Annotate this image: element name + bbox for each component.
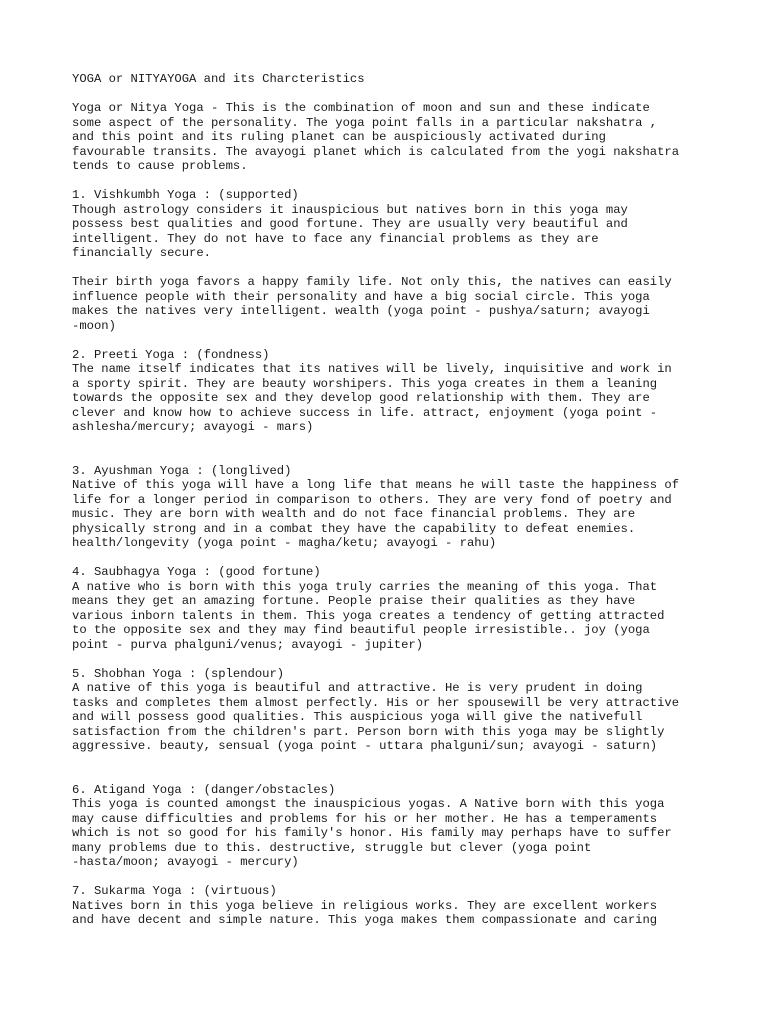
section-atigand-yoga bbox=[72, 783, 712, 870]
text-line: influence people with their personality and have a big social circle. This yoga bbox=[72, 289, 650, 304]
text-line: A native who is born with this yoga truly carries the meaning of this yoga. That bbox=[72, 579, 658, 594]
document-page bbox=[72, 72, 712, 928]
text-line: makes the natives very intelligent. wealth (yoga point - pushya/saturn; avayogi bbox=[72, 304, 650, 318]
section-heading: 4. Saubhagya Yoga : (good fortune) bbox=[72, 565, 321, 579]
text-line: point - purva phalguni/venus; avayogi - jupiter) bbox=[72, 637, 424, 652]
text-line: This yoga is counted amongst the inauspicious yogas. A Native born with this yoga bbox=[72, 797, 665, 811]
text-line: The name itself indicates that its natives will be lively, inquisitive and work in bbox=[72, 362, 672, 376]
text-line: Native of this yoga will have a long life that means he will taste the happiness of bbox=[72, 478, 680, 492]
text-line: Though astrology considers it inauspicious but natives born in this yoga may bbox=[72, 202, 628, 217]
text-line: A native of this yoga is beautiful and attractive. He is very prudent in doing bbox=[72, 681, 643, 695]
document-title: YOGA or NITYAYOGA and its Charcteristics bbox=[72, 72, 365, 86]
section-saubhagya-yoga bbox=[72, 565, 712, 652]
text-line: some aspect of the personality. The yoga point falls in a particular nakshatra , bbox=[72, 115, 658, 130]
text-line: Their birth yoga favors a happy family life. Not only this, the natives can easily bbox=[72, 275, 672, 289]
text-line: and this point and its ruling planet can be auspiciously activated during bbox=[72, 130, 606, 144]
text-line: intelligent. They do not have to face any financial problems as they are bbox=[72, 231, 599, 246]
text-line: tasks and completes them almost perfectly. His or her spousewill be very attractive bbox=[72, 695, 680, 710]
text-line: clever and know how to achieve success in life. attract, enjoyment (yoga point - bbox=[72, 405, 658, 420]
text-line: means they get an amazing fortune. People praise their qualities as they have bbox=[72, 594, 636, 608]
text-line: may cause difficulties and problems for his or her mother. He has a temperaments bbox=[72, 811, 658, 826]
section-heading: 6. Atigand Yoga : (danger/obstacles) bbox=[72, 782, 336, 797]
text-line: aggressive. beauty, sensual (yoga point - uttara phalguni/sun; avayogi - saturn) bbox=[72, 739, 658, 753]
text-line: -moon) bbox=[72, 318, 116, 333]
text-line: financially secure. bbox=[72, 246, 211, 260]
text-line: and have decent and simple nature. This yoga makes them compassionate and caring bbox=[72, 913, 658, 927]
text-line: various inborn talents in them. This yoga creates a tendency of getting attracted bbox=[72, 608, 665, 623]
text-line: physically strong and in a combat they have the capability to defeat enemies. bbox=[72, 521, 636, 536]
section-heading: 1. Vishkumbh Yoga : (supported) bbox=[72, 188, 299, 202]
section-heading: 5. Shobhan Yoga : (splendour) bbox=[72, 666, 285, 681]
text-line: ashlesha/mercury; avayogi - mars) bbox=[72, 420, 314, 434]
section-heading: 7. Sukarma Yoga : (virtuous) bbox=[72, 884, 277, 898]
section-vishkumbh-yoga bbox=[72, 188, 712, 333]
text-line: many problems due to this. destructive, struggle but clever (yoga point bbox=[72, 840, 592, 855]
text-line: health/longevity (yoga point - magha/ketu; avayogi - rahu) bbox=[72, 536, 497, 550]
text-line: tends to cause problems. bbox=[72, 159, 248, 173]
section-ayushman-yoga bbox=[72, 464, 712, 551]
text-line: Natives born in this yoga believe in religious works. They are excellent workers bbox=[72, 898, 658, 913]
text-line: to the opposite sex and they may find beautiful people irresistible.. joy (yoga bbox=[72, 623, 650, 637]
text-line: a sporty spirit. They are beauty worshipers. This yoga creates in them a leaning bbox=[72, 376, 658, 391]
text-line: possess best qualities and good fortune. They are usually very beautiful and bbox=[72, 217, 628, 231]
section-preeti-yoga bbox=[72, 348, 712, 435]
section-heading: 3. Ayushman Yoga : (longlived) bbox=[72, 463, 292, 478]
section-sukarma-yoga bbox=[72, 884, 712, 928]
section-heading: 2. Preeti Yoga : (fondness) bbox=[72, 347, 270, 362]
text-line: satisfaction from the children's part. Person born with this yoga may be slightly bbox=[72, 724, 665, 739]
text-line: which is not so good for his family's honor. His family may perhaps have to suffer bbox=[72, 826, 672, 840]
intro-paragraph bbox=[72, 101, 712, 174]
text-line: towards the opposite sex and they develop good relationship with them. They are bbox=[72, 391, 650, 405]
section-shobhan-yoga bbox=[72, 667, 712, 754]
text-line: Yoga or Nitya Yoga - This is the combination of moon and sun and these indicate bbox=[72, 101, 650, 115]
text-line: -hasta/moon; avayogi - mercury) bbox=[72, 855, 299, 869]
text-line: life for a longer period in comparison to others. They are very fond of poetry and bbox=[72, 492, 672, 507]
text-line: music. They are born with wealth and do not face financial problems. They are bbox=[72, 507, 636, 521]
text-line: favourable transits. The avayogi planet which is calculated from the yogi nakshatra bbox=[72, 144, 680, 159]
text-line: and will possess good qualities. This auspicious yoga will give the nativefull bbox=[72, 710, 643, 724]
